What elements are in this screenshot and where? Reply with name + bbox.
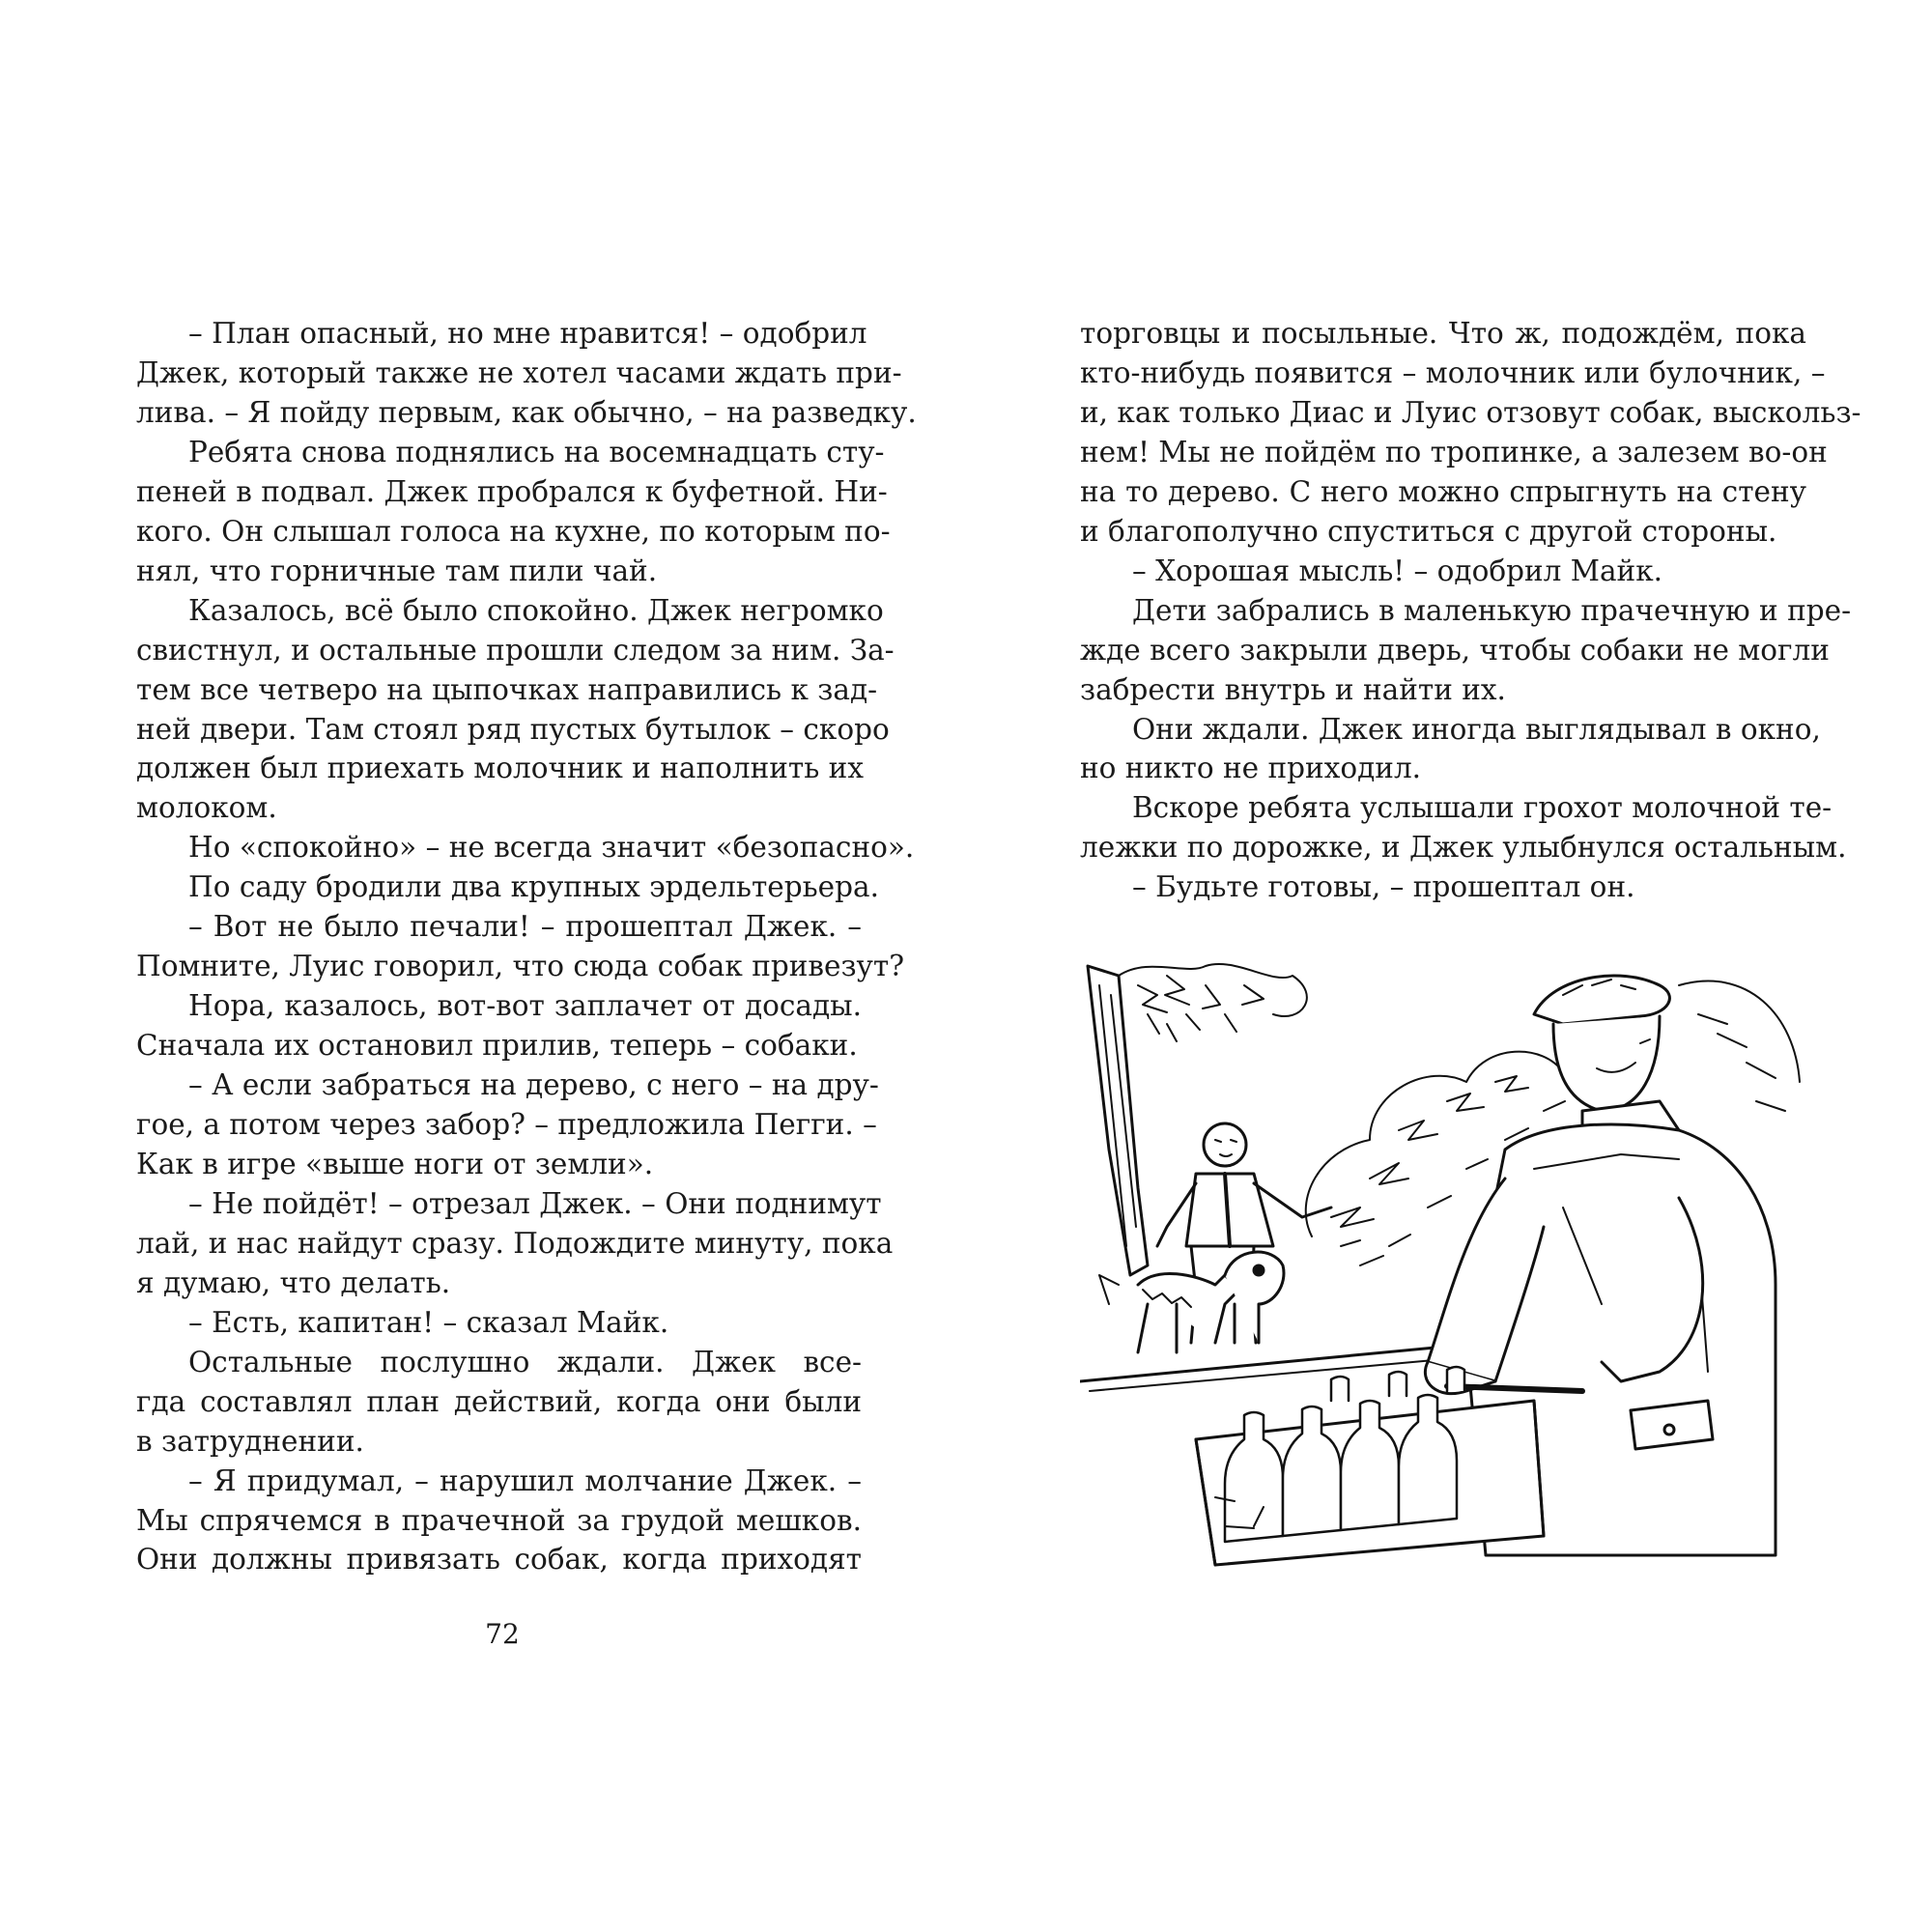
text-line: молоком. xyxy=(136,791,277,825)
text-line: Но «спокойно» – не всегда значит «безопасно». xyxy=(188,831,915,865)
text-line: – Будьте готовы, – прошептал он. xyxy=(1132,870,1635,904)
text-line: – Я придумал, – нарушил молчание Джек. – xyxy=(188,1463,862,1497)
text-line: кто-нибудь появится – молочник или булочник, – xyxy=(1080,355,1826,389)
text-line: и, как только Диас и Луис отзовут собак, выскольз- xyxy=(1080,395,1861,429)
text-line: должен был приехать молочник и наполнить их xyxy=(136,752,864,785)
tree-trunk xyxy=(1088,966,1148,1275)
text-line: Вскоре ребята услышали грохот молочной те- xyxy=(1132,791,1833,825)
text-line: – Не пойдёт! – отрезал Джек. – Они поднимут xyxy=(188,1186,882,1220)
text-line: но никто не приходил. xyxy=(1080,752,1422,785)
text-line: Они ждали. Джек иногда выглядывал в окно, xyxy=(1132,712,1821,746)
text-line: Мы спрячемся в прачечной за грудой мешков. xyxy=(136,1503,862,1537)
text-line: ней двери. Там стоял ряд пустых бутылок – скоро xyxy=(136,712,890,746)
text-line: – План опасный, но мне нравится! – одобрил xyxy=(188,317,867,350)
text-line: Дети забрались в маленькую прачечную и пре- xyxy=(1132,593,1852,627)
text-line: тем все четверо на цыпочках направились к зад- xyxy=(136,672,878,706)
text-line: Нора, казалось, вот-вот заплачет от досады. xyxy=(188,989,862,1023)
text-line: нем! Мы не пойдём по тропинке, а залезем во-он xyxy=(1080,435,1828,469)
text-line: лежки по дорожке, и Джек улыбнулся остальным. xyxy=(1080,831,1847,865)
text-line: – Вот не было печали! – прошептал Джек. – xyxy=(188,910,862,944)
text-line: Сначала их остановил прилив, теперь – собаки. xyxy=(136,1029,858,1063)
text-line: жде всего закрыли дверь, чтобы собаки не могли xyxy=(1080,633,1830,667)
text-line: на то дерево. С него можно спрыгнуть на стену xyxy=(1080,474,1806,508)
text-line: забрести внутрь и найти их. xyxy=(1080,672,1506,706)
text-line: Казалось, всё было спокойно. Джек негромко xyxy=(188,593,884,627)
text-line: лай, и нас найдут сразу. Подождите минуту, пока xyxy=(136,1226,894,1260)
text-line: я думаю, что делать. xyxy=(136,1265,451,1299)
text-line: – Хорошая мысль! – одобрил Майк. xyxy=(1132,554,1663,587)
text-line: нял, что горничные там пили чай. xyxy=(136,554,658,587)
text-line: – Есть, капитан! – сказал Майк. xyxy=(188,1305,669,1339)
text-line: гда составлял план действий, когда они были xyxy=(136,1384,862,1418)
left-foliage xyxy=(1119,964,1307,1041)
text-line: – А если забраться на дерево, с него – на дру- xyxy=(188,1068,879,1102)
illustration-milkman-and-dogs xyxy=(1080,956,1806,1575)
text-line: Помните, Луис говорил, что сюда собак привезут? xyxy=(136,950,905,983)
text-line: и благополучно спуститься с другой стороны. xyxy=(1080,514,1777,548)
text-line: пеней в подвал. Джек пробрался к буфетной. Ни- xyxy=(136,474,888,508)
text-line: Они должны привязать собак, когда приходят xyxy=(136,1543,862,1577)
text-line: Ребята снова поднялись на восемнадцать сту- xyxy=(188,435,885,469)
text-line: торговцы и посыльные. Что ж, подождём, пока xyxy=(1080,317,1806,350)
text-line: свистнул, и остальные прошли следом за ним. За- xyxy=(136,633,895,667)
text-line: лива. – Я пойду первым, как обычно, – на разведку. xyxy=(136,395,917,429)
page-number: 72 xyxy=(485,1618,520,1650)
text-line: По саду бродили два крупных эрдельтерьера. xyxy=(188,870,879,904)
milk-bottles xyxy=(1225,1367,1464,1542)
text-line: Как в игре «выше ноги от земли». xyxy=(136,1147,654,1180)
text-line: в затруднении. xyxy=(136,1424,364,1458)
text-line: Остальные послушно ждали. Джек все- xyxy=(188,1345,862,1378)
text-line: кого. Он слышал голоса на кухне, по которым по- xyxy=(136,514,891,548)
text-line: Джек, который также не хотел часами ждать при- xyxy=(136,355,902,389)
text-line: гое, а потом через забор? – предложила Пегги. – xyxy=(136,1108,877,1141)
